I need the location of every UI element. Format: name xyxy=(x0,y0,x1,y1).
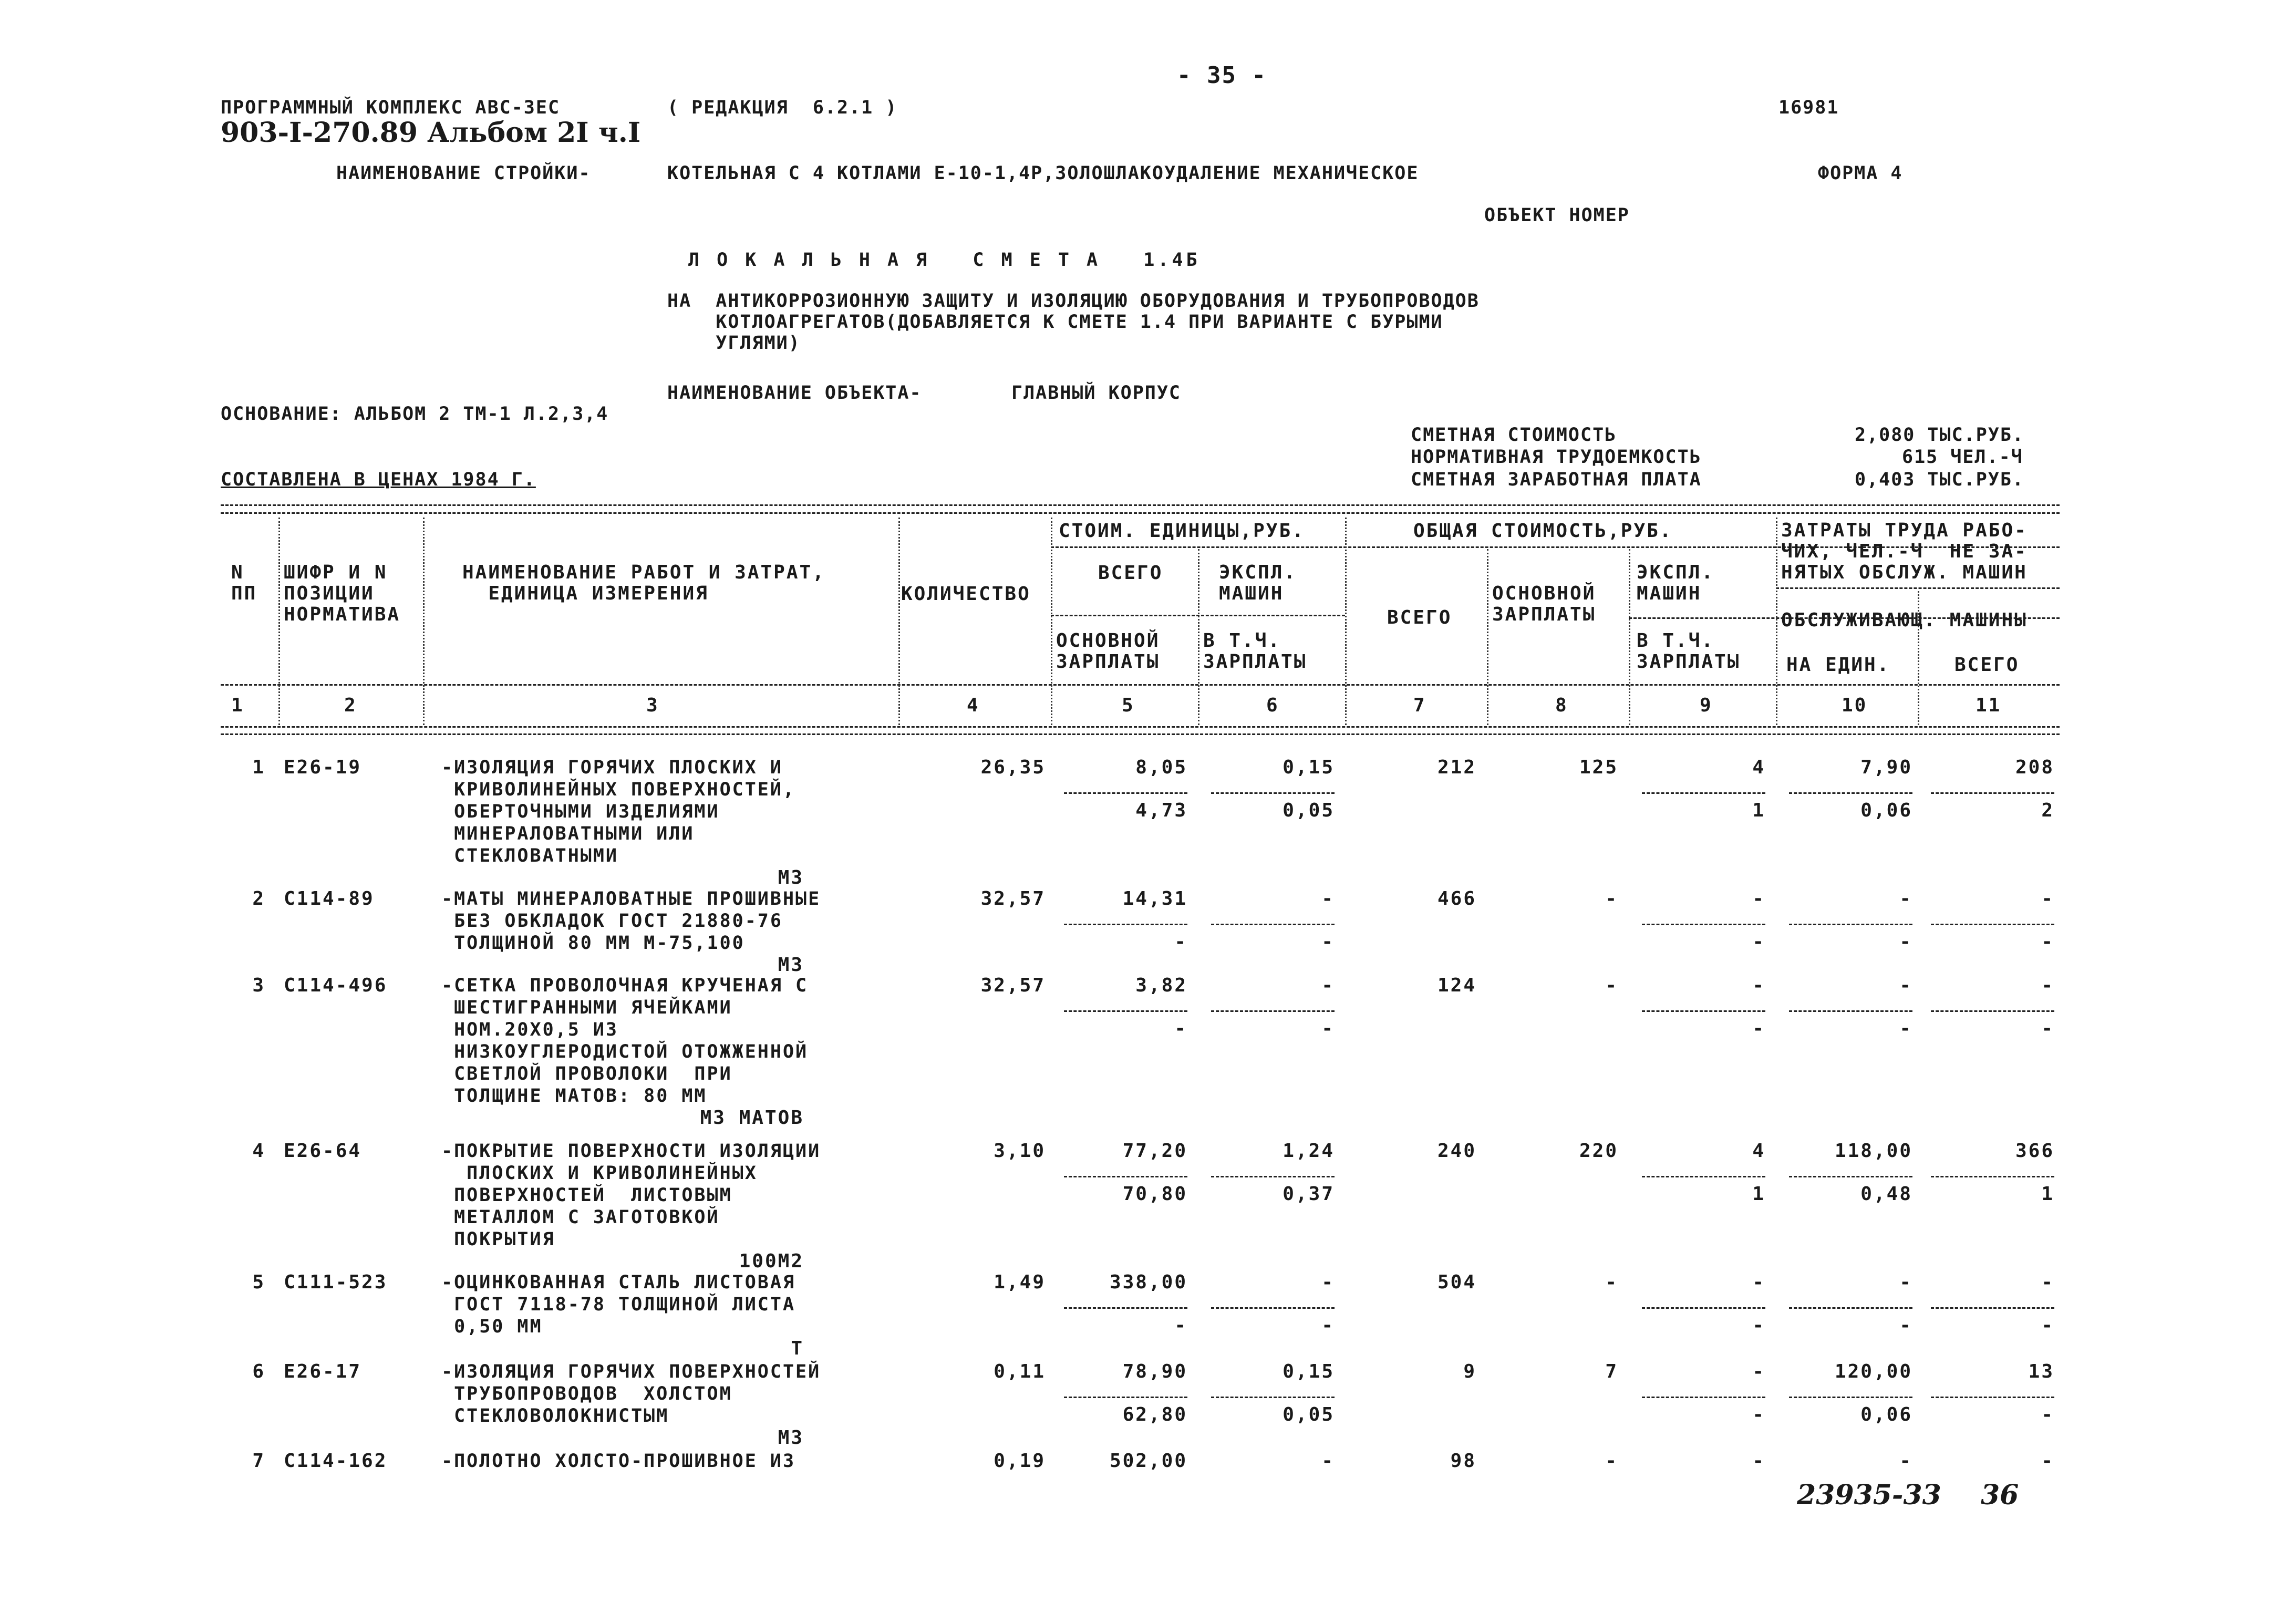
row-u-total: 338,00 xyxy=(1109,1271,1187,1293)
row-sub-separator xyxy=(1211,924,1335,925)
row-name: -ПОЛОТНО ХОЛСТО-ПРОШИВНОЕ ИЗ xyxy=(441,1451,796,1472)
row-qty: 26,35 xyxy=(980,757,1046,778)
row-l-unit: 118,00 xyxy=(1834,1140,1912,1162)
row-sub-separator xyxy=(1064,792,1187,794)
row-code: С114-89 xyxy=(284,888,375,909)
row-l-unit: - xyxy=(1899,1271,1912,1293)
object-name: ГЛАВНЫЙ КОРПУС xyxy=(1011,382,1182,404)
edition-line: ( РЕДАКЦИЯ 6.2.1 ) xyxy=(667,97,898,118)
row-l-total: - xyxy=(2041,888,2054,909)
row-t-mach: - xyxy=(1752,1450,1765,1472)
row-unit: М3 МАТОВ xyxy=(700,1107,804,1129)
row-unit: М3 xyxy=(778,1427,804,1449)
row-u-wage: - xyxy=(1174,1315,1187,1336)
row-sub-separator xyxy=(1211,1176,1335,1177)
album-reference: 903-I-270.89 Альбом 2I ч.I xyxy=(221,117,641,149)
row-u-mach: - xyxy=(1321,1271,1335,1293)
row-t-all: 504 xyxy=(1437,1271,1476,1293)
row-number: 6 xyxy=(252,1361,265,1382)
col-sep-3 xyxy=(898,518,900,725)
row-l-total: - xyxy=(2041,975,2054,996)
row-name: -ИЗОЛЯЦИЯ ГОРЯЧИХ ПОВЕРХНОСТЕЙ ТРУБОПРОВОДОВ ХОЛСТОМ СТЕКЛОВОЛОКНИСТЫМ xyxy=(441,1361,821,1426)
row-sub-separator xyxy=(1642,924,1765,925)
row-lm-total: - xyxy=(2041,1315,2054,1336)
row-unit: Т xyxy=(791,1338,804,1359)
row-u-mach: 0,15 xyxy=(1283,1361,1335,1382)
row-sub-separator xyxy=(1642,1397,1765,1398)
row-unit: 100М2 xyxy=(739,1250,804,1272)
row-t-incl: - xyxy=(1752,1018,1765,1039)
row-name: -ИЗОЛЯЦИЯ ГОРЯЧИХ ПЛОСКИХ И КРИВОЛИНЕЙНЫХ ПОВЕРХНОСТЕЙ, ОБЕРТОЧНЫМИ ИЗДЕЛИЯМИ МИНЕРАЛОВАТНЫМИ ИЛИ СТЕКЛОВАТНЫМИ xyxy=(441,757,796,866)
col-number-9: 9 xyxy=(1700,695,1713,716)
colnum-bottom-rule xyxy=(221,726,2060,728)
form-label: ФОРМА 4 xyxy=(1818,163,1903,184)
row-l-total: - xyxy=(2041,1271,2054,1293)
row-u-incl: 0,37 xyxy=(1283,1183,1335,1205)
colnum-bottom-rule-2 xyxy=(221,733,2060,735)
footer-stamp: 23935-33 xyxy=(1797,1479,1941,1511)
page-number: - 35 - xyxy=(1177,62,1267,89)
row-t-mach: - xyxy=(1752,888,1765,909)
software-line: ПРОГРАММНЫЙ КОМПЛЕКС АВС-ЗЕС xyxy=(221,97,561,118)
row-t-all: 212 xyxy=(1437,757,1476,778)
col-number-11: 11 xyxy=(1976,695,2002,716)
row-t-all: 124 xyxy=(1437,975,1476,996)
header-col-4: КОЛИЧЕСТВО xyxy=(901,583,1031,605)
row-t-wage: - xyxy=(1605,888,1618,909)
header-unit-incl: В Т.Ч. ЗАРПЛАТЫ xyxy=(1203,630,1307,673)
row-u-total: 8,05 xyxy=(1135,757,1187,778)
prices-line: СОСТАВЛЕНА В ЦЕНАХ 1984 Г. xyxy=(221,469,536,490)
row-name: -ОЦИНКОВАННАЯ СТАЛЬ ЛИСТОВАЯ ГОСТ 7118-78 ТОЛЩИНОЙ ЛИСТА 0,50 ММ xyxy=(441,1272,796,1337)
row-t-incl: - xyxy=(1752,931,1765,953)
header-total-incl: В Т.Ч. ЗАРПЛАТЫ xyxy=(1637,630,1741,673)
col-sep-1 xyxy=(278,518,280,725)
row-u-incl: - xyxy=(1321,1018,1335,1039)
row-number: 7 xyxy=(252,1450,265,1472)
row-sub-separator xyxy=(1931,924,2054,925)
row-sub-separator xyxy=(1211,1397,1335,1398)
summary-value-1: 2,080 ТЫС.РУБ. xyxy=(1855,425,2025,446)
header-subrule-d xyxy=(1776,587,2060,589)
row-qty: 0,11 xyxy=(994,1361,1046,1382)
row-sub-separator xyxy=(1789,924,1912,925)
row-u-incl: 0,05 xyxy=(1283,800,1335,821)
row-name: -МАТЫ МИНЕРАЛОВАТНЫЕ ПРОШИВНЫЕ БЕЗ ОБКЛАДОК ГОСТ 21880-76 ТОЛЩИНОЙ 80 ММ М-75,100 xyxy=(441,888,821,954)
row-u-mach: 0,15 xyxy=(1283,757,1335,778)
row-sub-separator xyxy=(1064,1176,1187,1177)
construction-label: НАИМЕНОВАНИЕ СТРОЙКИ- xyxy=(336,163,591,184)
row-lm-unit: 0,06 xyxy=(1860,1404,1912,1425)
basis-line: ОСНОВАНИЕ: АЛЬБОМ 2 ТМ-1 Л.2,3,4 xyxy=(221,404,609,425)
row-lm-unit: 0,48 xyxy=(1860,1183,1912,1205)
col-sep-7 xyxy=(1487,549,1488,725)
estimate-subject: НА АНТИКОРРОЗИОННУЮ ЗАЩИТУ И ИЗОЛЯЦИЮ ОБОРУДОВАНИЯ И ТРУБОПРОВОДОВ КОТЛОАГРЕГАТОВ(ДОБАВЛЯЕТСЯ К СМЕТЕ 1.4 ПРИ ВАРИАНТЕ С БУРЫМИ УГЛЯМИ) xyxy=(667,291,1480,354)
row-lm-unit: - xyxy=(1899,931,1912,953)
row-sub-separator xyxy=(1642,792,1765,794)
row-t-mach: - xyxy=(1752,1361,1765,1382)
header-total-wage: ОСНОВНОЙ ЗАРПЛАТЫ xyxy=(1492,583,1596,625)
row-name: -ПОКРЫТИЕ ПОВЕРХНОСТИ ИЗОЛЯЦИИ ПЛОСКИХ И КРИВОЛИНЕЙНЫХ ПОВЕРХНОСТЕЙ ЛИСТОВЫМ МЕТАЛЛОМ С ЗАГОТОВКОЙ ПОКРЫТИЯ xyxy=(441,1141,821,1250)
row-t-wage: - xyxy=(1605,1271,1618,1293)
row-sub-separator xyxy=(1789,792,1912,794)
row-code: С114-162 xyxy=(284,1450,388,1472)
row-t-wage: 220 xyxy=(1579,1140,1618,1162)
row-u-wage: - xyxy=(1174,1018,1187,1039)
header-col-1: N ПП xyxy=(231,562,257,604)
row-qty: 32,57 xyxy=(980,888,1046,909)
row-lm-total: 2 xyxy=(2041,800,2054,821)
col-number-7: 7 xyxy=(1413,695,1426,716)
row-code: Е26-64 xyxy=(284,1140,362,1162)
row-t-all: 9 xyxy=(1463,1361,1476,1382)
row-lm-total: - xyxy=(2041,1018,2054,1039)
col-number-10: 10 xyxy=(1842,695,1868,716)
row-u-wage: 62,80 xyxy=(1122,1404,1187,1425)
row-u-total: 78,90 xyxy=(1122,1361,1187,1382)
header-total-cost: ОБЩАЯ СТОИМОСТЬ,РУБ. xyxy=(1413,520,1673,542)
header-labor-total: ВСЕГО xyxy=(1954,654,2020,676)
col-number-5: 5 xyxy=(1122,695,1135,716)
row-number: 2 xyxy=(252,888,265,909)
row-u-total: 14,31 xyxy=(1122,888,1187,909)
row-sub-separator xyxy=(1789,1307,1912,1309)
row-t-mach: - xyxy=(1752,1271,1765,1293)
row-u-wage: 70,80 xyxy=(1122,1183,1187,1205)
object-name-label: НАИМЕНОВАНИЕ ОБЪЕКТА- xyxy=(667,382,922,404)
col-sep-5 xyxy=(1198,549,1199,725)
row-sub-separator xyxy=(1211,1010,1335,1012)
row-u-wage: 4,73 xyxy=(1135,800,1187,821)
row-u-incl: 0,05 xyxy=(1283,1404,1335,1425)
row-t-wage: - xyxy=(1605,975,1618,996)
row-sub-separator xyxy=(1789,1176,1912,1177)
row-sub-separator xyxy=(1789,1397,1912,1398)
row-t-wage: 125 xyxy=(1579,757,1618,778)
row-u-mach: 1,24 xyxy=(1283,1140,1335,1162)
row-number: 5 xyxy=(252,1271,265,1293)
summary-label-3: СМЕТНАЯ ЗАРАБОТНАЯ ПЛАТА xyxy=(1411,469,1702,490)
row-t-incl: 1 xyxy=(1752,800,1765,821)
row-t-incl: - xyxy=(1752,1404,1765,1425)
row-u-mach: - xyxy=(1321,888,1335,909)
row-sub-separator xyxy=(1931,1176,2054,1177)
row-t-all: 466 xyxy=(1437,888,1476,909)
row-u-wage: - xyxy=(1174,931,1187,953)
row-sub-separator xyxy=(1064,924,1187,925)
row-l-total: 208 xyxy=(2015,757,2054,778)
row-number: 3 xyxy=(252,975,265,996)
construction-name: КОТЕЛЬНАЯ С 4 КОТЛАМИ Е-10-1,4Р,ЗОЛОШЛАКОУДАЛЕНИЕ МЕХАНИЧЕСКОЕ xyxy=(667,163,1419,184)
row-sub-separator xyxy=(1211,792,1335,794)
row-unit: М3 xyxy=(778,867,804,888)
summary-label-2: НОРМАТИВНАЯ ТРУДОЕМКОСТЬ xyxy=(1411,447,1702,468)
col-number-2: 2 xyxy=(344,695,357,716)
row-t-all: 240 xyxy=(1437,1140,1476,1162)
col-number-3: 3 xyxy=(646,695,659,716)
row-l-unit: 7,90 xyxy=(1860,757,1912,778)
estimate-title: Л О К А Л Ь Н А Я С М Е Т А 1.4Б xyxy=(688,250,1201,271)
row-qty: 0,19 xyxy=(994,1450,1046,1472)
row-lm-total: - xyxy=(2041,931,2054,953)
row-sub-separator xyxy=(1789,1010,1912,1012)
header-unit-cost: СТОИМ. ЕДИНИЦЫ,РУБ. xyxy=(1059,520,1305,542)
header-labor-mach: ОБСЛУЖИВАЮЩ. МАШИНЫ xyxy=(1781,609,2028,631)
header-labor-unit: НА ЕДИН. xyxy=(1786,654,1890,676)
row-code: С114-496 xyxy=(284,975,388,996)
row-sub-separator xyxy=(1064,1397,1187,1398)
row-lm-total: 1 xyxy=(2041,1183,2054,1205)
row-lm-total: - xyxy=(2041,1404,2054,1425)
row-u-total: 502,00 xyxy=(1109,1450,1187,1472)
row-l-unit: 120,00 xyxy=(1834,1361,1912,1382)
col-number-1: 1 xyxy=(231,695,244,716)
summary-label-1: СМЕТНАЯ СТОИМОСТЬ xyxy=(1411,425,1617,446)
row-qty: 1,49 xyxy=(994,1271,1046,1293)
row-l-total: 366 xyxy=(2015,1140,2054,1162)
row-lm-unit: - xyxy=(1899,1018,1912,1039)
header-unit-wage: ОСНОВНОЙ ЗАРПЛАТЫ xyxy=(1056,630,1160,673)
row-sub-separator xyxy=(1931,1307,2054,1309)
object-number-label: ОБЪЕКТ НОМЕР xyxy=(1484,205,1630,226)
row-u-incl: - xyxy=(1321,931,1335,953)
col-sep-4 xyxy=(1051,518,1052,725)
row-u-total: 3,82 xyxy=(1135,975,1187,996)
row-t-all: 98 xyxy=(1450,1450,1476,1472)
row-sub-separator xyxy=(1642,1176,1765,1177)
row-t-incl: 1 xyxy=(1752,1183,1765,1205)
row-qty: 32,57 xyxy=(980,975,1046,996)
row-code: Е26-17 xyxy=(284,1361,362,1382)
row-u-total: 77,20 xyxy=(1122,1140,1187,1162)
row-l-unit: - xyxy=(1899,1450,1912,1472)
header-bottom-rule xyxy=(221,684,2060,686)
header-unit-total: ВСЕГО xyxy=(1098,562,1163,584)
header-unit-mach: ЭКСПЛ. МАШИН xyxy=(1219,562,1297,604)
header-col-2: ШИФР И N ПОЗИЦИИ НОРМАТИВА xyxy=(284,562,401,625)
summary-value-2: 615 ЧЕЛ.-Ч xyxy=(1902,447,2023,468)
col-number-6: 6 xyxy=(1266,695,1279,716)
row-sub-separator xyxy=(1064,1010,1187,1012)
row-sub-separator xyxy=(1931,792,2054,794)
row-u-mach: - xyxy=(1321,975,1335,996)
document-code: 16981 xyxy=(1778,97,1839,118)
row-sub-separator xyxy=(1931,1010,2054,1012)
table-top-rule xyxy=(221,504,2060,506)
row-code: Е26-19 xyxy=(284,757,362,778)
row-t-incl: - xyxy=(1752,1315,1765,1336)
row-lm-unit: - xyxy=(1899,1315,1912,1336)
footer-page: 36 xyxy=(1981,1479,2019,1511)
header-col-3: НАИМЕНОВАНИЕ РАБОТ И ЗАТРАТ, ЕДИНИЦА ИЗМЕРЕНИЯ xyxy=(462,562,825,604)
header-labor: ЗАТРАТЫ ТРУДА РАБО- ЧИХ, ЧЕЛ.-Ч НЕ ЗА- НЯТЫХ ОБСЛУЖ. МАШИН xyxy=(1781,520,2028,583)
row-sub-separator xyxy=(1211,1307,1335,1309)
header-total-mach: ЭКСПЛ. МАШИН xyxy=(1637,562,1715,604)
row-l-total: - xyxy=(2041,1450,2054,1472)
col-number-8: 8 xyxy=(1555,695,1568,716)
row-unit: М3 xyxy=(778,954,804,976)
col-sep-2 xyxy=(423,518,425,725)
row-t-mach: 4 xyxy=(1752,1140,1765,1162)
row-l-total: 13 xyxy=(2028,1361,2054,1382)
row-u-mach: - xyxy=(1321,1450,1335,1472)
row-sub-separator xyxy=(1642,1307,1765,1309)
table-top-rule-2 xyxy=(221,512,2060,514)
row-t-wage: - xyxy=(1605,1450,1618,1472)
col-number-4: 4 xyxy=(967,695,980,716)
row-qty: 3,10 xyxy=(994,1140,1046,1162)
row-t-wage: 7 xyxy=(1605,1361,1618,1382)
col-sep-6 xyxy=(1345,518,1347,725)
row-l-unit: - xyxy=(1899,975,1912,996)
row-code: С111-523 xyxy=(284,1271,388,1293)
row-l-unit: - xyxy=(1899,888,1912,909)
col-sep-8 xyxy=(1629,549,1630,725)
row-lm-unit: 0,06 xyxy=(1860,800,1912,821)
row-u-incl: - xyxy=(1321,1315,1335,1336)
row-t-mach: 4 xyxy=(1752,757,1765,778)
row-sub-separator xyxy=(1642,1010,1765,1012)
row-sub-separator xyxy=(1064,1307,1187,1309)
row-sub-separator xyxy=(1931,1397,2054,1398)
header-total-all: ВСЕГО xyxy=(1387,607,1452,628)
row-number: 1 xyxy=(252,757,265,778)
row-t-mach: - xyxy=(1752,975,1765,996)
summary-value-3: 0,403 ТЫС.РУБ. xyxy=(1855,469,2025,490)
col-sep-9 xyxy=(1776,518,1777,725)
row-name: -СЕТКА ПРОВОЛОЧНАЯ КРУЧЕНАЯ С ШЕСТИГРАННЫМИ ЯЧЕЙКАМИ НОМ.20Х0,5 ИЗ НИЗКОУГЛЕРОДИСТОЙ ОТОЖЖЕННОЙ СВЕТЛОЙ ПРОВОЛОКИ ПРИ ТОЛЩИНЕ МАТОВ: 80 ММ xyxy=(441,975,809,1107)
row-number: 4 xyxy=(252,1140,265,1162)
